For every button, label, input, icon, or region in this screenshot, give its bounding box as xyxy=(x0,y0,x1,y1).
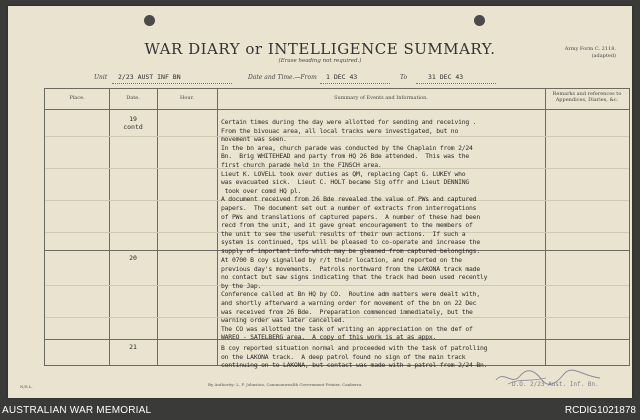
stamp-text: D.O. 2/23 Aust. Inf. Bn. xyxy=(512,381,599,388)
form-number-text: Army Form C. 2118. xyxy=(564,46,616,52)
diary-page xyxy=(8,6,632,398)
signature-icon xyxy=(490,366,608,392)
entry-date: 20 xyxy=(129,254,137,262)
from-underline xyxy=(320,83,390,84)
punch-hole xyxy=(144,15,155,26)
to-value: 31 DEC 43 xyxy=(428,73,464,81)
archive-id: RCDIG1021878 xyxy=(564,405,636,416)
col-date: Date. xyxy=(126,95,140,101)
column-divider xyxy=(109,89,110,365)
form-adapted-text: (adapted) xyxy=(591,53,616,59)
unit-underline xyxy=(112,83,232,84)
signature-stamp xyxy=(490,366,608,392)
punch-hole xyxy=(474,15,485,26)
datetime-label: Date and Time.—From xyxy=(248,74,317,81)
col-remarks: Remarks and references to Appendices, Diaries, &c. xyxy=(552,91,622,103)
page-subtitle: (Erase heading not required.) xyxy=(278,58,362,64)
from-value: 1 DEC 43 xyxy=(326,73,358,81)
archive-label: AUSTRALIAN WAR MEMORIAL xyxy=(2,405,152,416)
entry-text: B coy reported situation normal and proceeded with the task of patrolling on the LAKONA track. A deep patrol found no sign of the main track continuing on to LAKONA, but contact was made with a patrol from 2/24 Bn. xyxy=(221,344,488,370)
printer-imprint: By Authority: L. F. Johnston, Commonwealth Government Printer, Canberra. xyxy=(208,382,363,387)
entry-date: 19 contd xyxy=(123,115,143,131)
column-divider xyxy=(217,89,218,365)
col-hour: Hour. xyxy=(179,95,195,101)
table-header xyxy=(45,89,629,110)
entry-date: 21 xyxy=(129,343,137,351)
entry-text: At 0700 B coy signalled by r/t their location, and reported on the previous day's movements. Patrols northward from the LAKONA track made no contact but saw signs indicating that the track had been used recently by the Jap. Conference called at Bn HQ by CO. Routine adm matters were dealt with, and shortly afterward a warning order for movement of the bn on 22 Dec was received from 26 Bde. Preparation commenced immediately, but the warning order was later cancelled. The CO was allotted the task of writing an appreciation on the def of WAREO - SATELBERG area. A copy of this work is at as appx. xyxy=(221,256,488,342)
column-divider xyxy=(545,89,546,365)
column-divider xyxy=(157,89,158,365)
col-summary: Summary of Events and Information. xyxy=(334,95,428,101)
entry-text: Certain times during the day were allotted for sending and receiving . From the bivouac area, all local tracks were investigated, but no movement was seen. In the bn area, church parade was conducted by the Chaplain from 2/24 Bn. Brig WHITEHEAD and party from HQ 26 Bde attended. This was the first church parade held in the FINSCH area. Lieut K. LOVELL took over duties as QM, replacing Capt G. LUKEY who was evacuated sick. Lieut C. HOLT became Sig offr and Lieut DENNING took over comd HQ pl. A document received from 26 Bde revealed the value of PWs and captured papers. The document set out a number of extracts from interrogations of PWs and translations of captured papers. A number of these had been recd from the unit, and it gave great encouragement to the members of the unit to see the useful results of their own actions. If such a system is continued, tps will be pleased to co-operate and increase the supply of important info which may be gleaned from captured belongings. xyxy=(221,118,480,255)
unit-value: 2/23 AUST INF BN xyxy=(118,73,181,81)
to-label: To xyxy=(400,74,408,81)
footer-code: N/S.L. xyxy=(20,384,33,389)
to-underline xyxy=(416,83,496,84)
unit-label: Unit xyxy=(94,74,108,81)
col-place: Place. xyxy=(69,95,85,101)
form-number xyxy=(565,46,616,60)
page-title: WAR DIARY or INTELLIGENCE SUMMARY. xyxy=(144,40,496,58)
